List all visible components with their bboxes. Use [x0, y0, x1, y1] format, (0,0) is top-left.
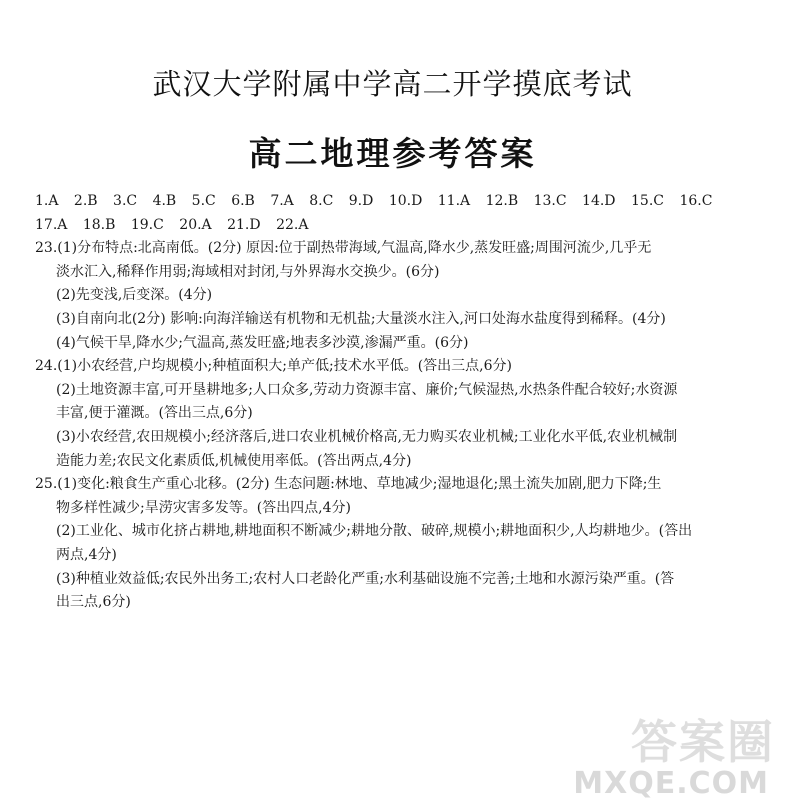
q25-line: 出三点,6分) [56, 594, 131, 611]
q24-line: 造能力差;农民文化素质低,机械使用率低。(答出两点,4分) [56, 452, 412, 469]
choice-answer: 15.C [631, 193, 664, 209]
choice-answer: 4.B [152, 193, 177, 209]
choice-answer: 2.B [73, 193, 98, 209]
choice-answers-row-2 [35, 214, 755, 238]
q24-line: (2)土地资源丰富,可开垦耕地多;人口众多,劳动力资源丰富、廉价;气候湿热,水热条件配合较好;水资源 [56, 381, 678, 398]
q23-line: (3)自南向北(2分) 影响:向海洋输送有机物和无机盐;大量淡水注入,河口处海水盐度得到稀释。(4分) [56, 310, 666, 327]
choice-answer: 17.A [35, 216, 68, 233]
choice-answer: 3.C [113, 193, 138, 209]
choice-answer: 19.C [130, 216, 164, 233]
q25-line: 25.(1)变化:粮食生产重心北移。(2分) 生态问题:林地、草地减少;湿地退化;黑土流失加剧,肥力下降;生 [35, 476, 662, 493]
choice-answers-row-1 [35, 190, 755, 214]
watermark-domain-text: MXQE.COM [573, 766, 769, 801]
q25-line: 两点,4分) [56, 546, 117, 563]
question-24-answer [35, 355, 755, 473]
q23-line: 23.(1)分布特点:北高南低。(2分) 原因:位于副热带海域,气温高,降水少,蒸发旺盛;周围河流少,几乎无 [35, 240, 652, 257]
choice-answer: 22.A [276, 216, 309, 233]
choice-answer: 18.B [82, 216, 116, 233]
question-23-answer [35, 237, 755, 355]
choice-answer: 20.A [179, 216, 212, 233]
choice-answer: 21.D [227, 216, 261, 233]
answer-content [35, 190, 755, 615]
choice-answer: 10.D [388, 193, 423, 209]
choice-answer: 16.C [679, 193, 713, 209]
site-watermark [565, 706, 775, 801]
question-25-answer [35, 473, 755, 615]
q25-line: (2)工业化、城市化挤占耕地,耕地面积不断减少;耕地分散、破碎,规模小;耕地面积少,人均耕地少。(答出 [56, 523, 693, 540]
watermark-logo-text: 答案圈 [631, 715, 775, 769]
choice-answer: 7.A [270, 193, 294, 209]
choice-answer: 13.C [533, 193, 567, 209]
q23-line: (4)气候干旱,降水少;气温高,蒸发旺盛;地表多沙漠,渗漏严重。(6分) [56, 334, 469, 351]
q24-line: (3)小农经营,农田规模小;经济落后,进口农业机械价格高,无力购买农业机械;工业化水平低,农业机械制 [56, 428, 678, 445]
choice-answer: 12.B [485, 193, 519, 209]
q24-line: 24.(1)小农经营,户均规模小;种植面积大;单产低;技术水平低。(答出三点,6分) [35, 358, 512, 375]
q23-line: (2)先变浅,后变深。(4分) [56, 287, 213, 304]
choice-answer: 1.A [35, 193, 59, 209]
choice-answer: 14.D [582, 193, 616, 209]
q24-line: 丰富,便于灌溉。(答出三点,6分) [56, 405, 253, 422]
choice-answer: 9.D [348, 193, 374, 209]
choice-answer: 5.C [191, 193, 216, 209]
answer-key-subtitle: 高二地理参考答案 [248, 134, 537, 173]
q25-line: (3)种植业效益低;农民外出务工;农村人口老龄化严重;水利基础设施不完善;土地和水源污染严重。(答 [56, 570, 675, 587]
choice-answer: 11.A [437, 193, 471, 209]
exam-title: 武汉大学附属中学高二开学摸底考试 [152, 67, 633, 101]
q25-line: 物多样性减少;旱涝灾害多发等。(答出四点,4分) [56, 499, 351, 516]
q23-line: 淡水汇入,稀释作用弱;海域相对封闭,与外界海水交换少。(6分) [56, 263, 440, 280]
choice-answer: 8.C [309, 193, 334, 209]
choice-answer: 6.B [231, 193, 255, 209]
